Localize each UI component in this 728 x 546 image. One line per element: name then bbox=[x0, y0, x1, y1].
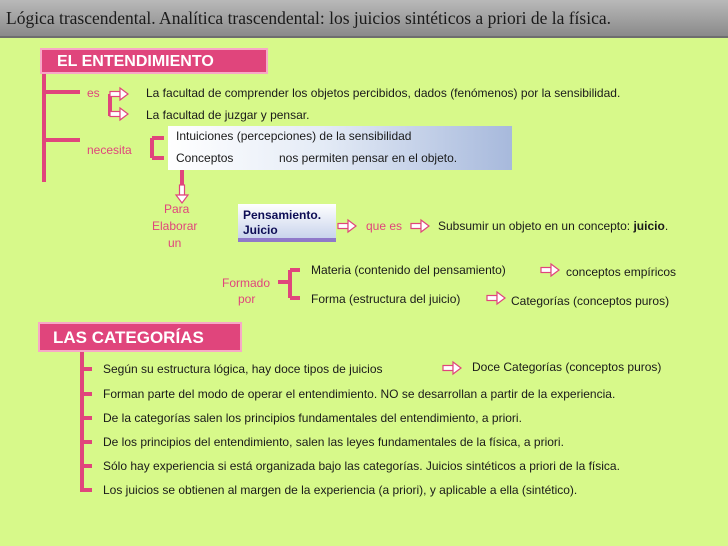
subsumir-period: . bbox=[664, 219, 669, 233]
slide-title: Lógica trascendental. Analítica trascendental: los juicios sintéticos a priori de la física. bbox=[6, 8, 611, 28]
pensamiento-text: Pensamiento. bbox=[243, 208, 322, 222]
categorias-puros-text: Categorías (conceptos puros) bbox=[511, 294, 670, 308]
formado-label-1: Formado bbox=[222, 276, 271, 290]
subsumir-juicio: juicio bbox=[633, 219, 665, 233]
para-label-3: un bbox=[168, 236, 182, 250]
formado-label-2: por bbox=[238, 292, 256, 306]
materia-text: Materia (contenido del pensamiento) bbox=[311, 263, 506, 277]
subsumir-text bbox=[438, 219, 668, 233]
categoria-item-6: Los juicios se obtienen al margen de la experiencia (a priori), y aplicable a ella (sintético). bbox=[103, 483, 578, 497]
pensamiento-box bbox=[238, 204, 336, 242]
para-label-2: Elaborar bbox=[152, 219, 198, 233]
categoria-item-3: De la categorías salen los principios fundamentales del entendimiento, a priori. bbox=[103, 411, 522, 425]
es-definition-1: La facultad de comprender los objetos percibidos, dados (fenómenos) por la sensibilidad. bbox=[146, 86, 621, 100]
entendimiento-heading-text: EL ENTENDIMIENTO bbox=[57, 53, 214, 70]
categorias-heading-text: LAS CATEGORÍAS bbox=[53, 328, 204, 347]
categoria-item-4: De los principios del entendimiento, salen las leyes fundamentales de la física, a priori. bbox=[103, 435, 564, 449]
categorias-heading bbox=[38, 322, 242, 352]
es-label: es bbox=[87, 86, 100, 100]
intuiciones-text: Intuiciones (percepciones) de la sensibilidad bbox=[176, 129, 412, 143]
entendimiento-heading bbox=[40, 48, 268, 74]
que-es-label: que es bbox=[366, 219, 403, 233]
categoria-item-2: Forman parte del modo de operar el entendimiento. NO se desarrollan a partir de la experiencia. bbox=[103, 387, 616, 401]
empiricos-text: conceptos empíricos bbox=[566, 265, 677, 279]
categoria-item-1: Según su estructura lógica, hay doce tipos de juicios bbox=[103, 362, 383, 376]
subsumir-main: Subsumir un objeto en un concepto: bbox=[438, 219, 634, 233]
forma-text: Forma (estructura del juicio) bbox=[311, 292, 461, 306]
conceptos-description: nos permiten pensar en el objeto. bbox=[279, 151, 458, 165]
categoria-item-5: Sólo hay experiencia si está organizada bajo las categorías. Juicios sintéticos a priori de la física. bbox=[103, 459, 620, 473]
es-definition-2: La facultad de juzgar y pensar. bbox=[146, 108, 310, 122]
doce-categorias-text: Doce Categorías (conceptos puros) bbox=[472, 360, 662, 374]
para-label-1: Para bbox=[164, 202, 190, 216]
necesita-label: necesita bbox=[87, 143, 132, 157]
conceptos-text: Conceptos bbox=[176, 151, 234, 165]
juicio-text: Juicio bbox=[243, 223, 278, 237]
